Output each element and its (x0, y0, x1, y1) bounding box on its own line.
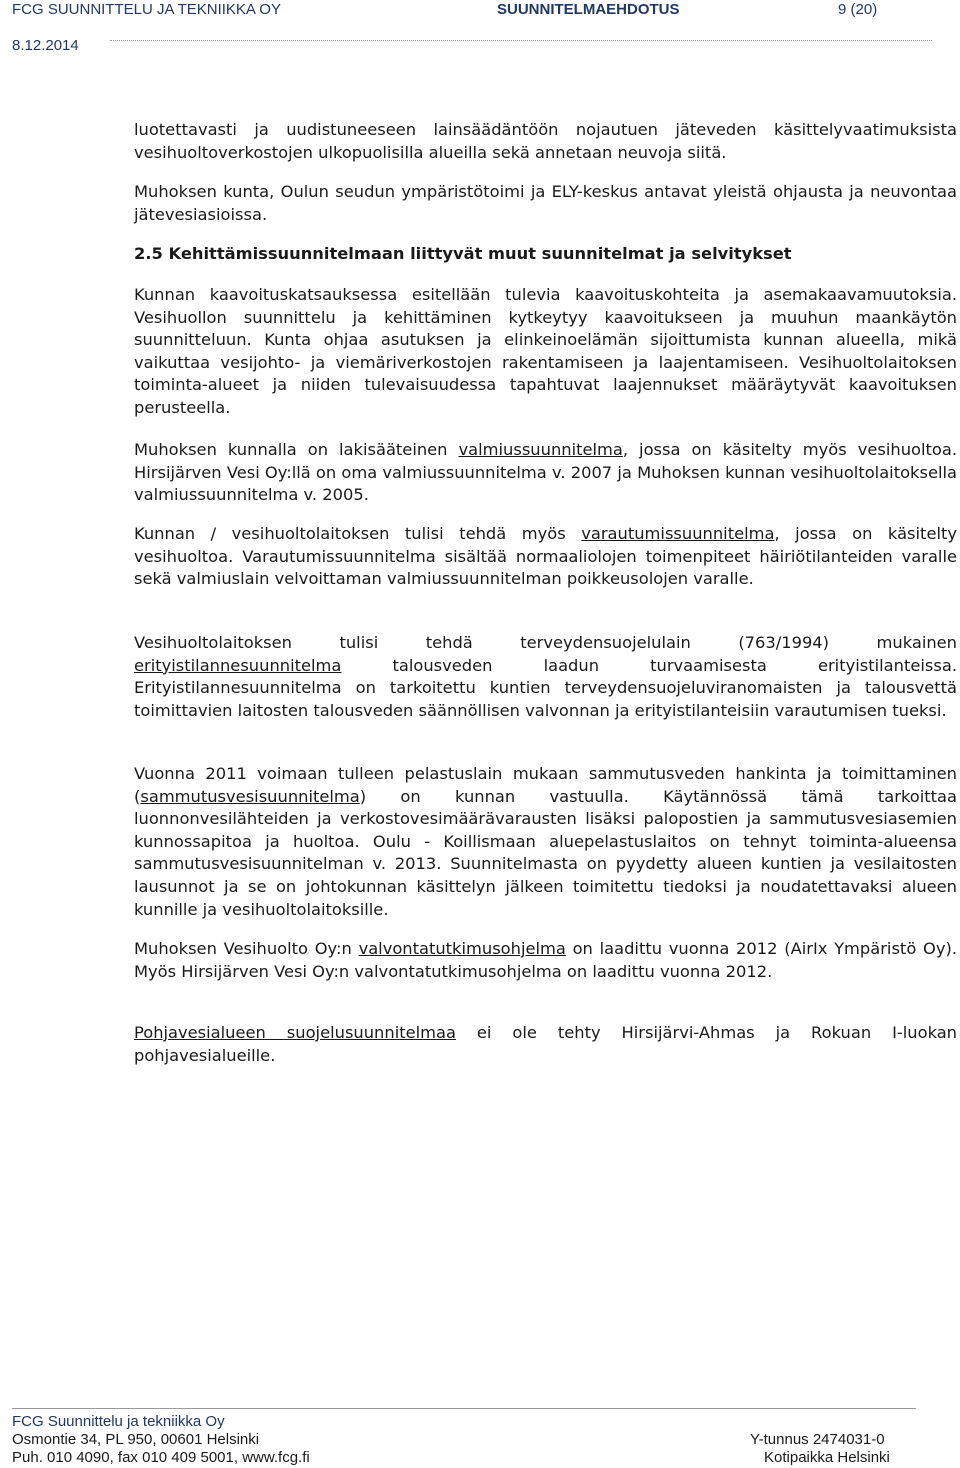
link-valvontatutkimusohjelma[interactable]: valvontatutkimusohjelma (358, 939, 566, 958)
footer-company: FCG Suunnittelu ja tekniikka Oy (12, 1413, 225, 1430)
paragraph-5 (134, 523, 957, 591)
footer-business-id: Y-tunnus 2474031-0 (750, 1431, 885, 1448)
link-pohjavesialueen-suojelusuunnitelma[interactable]: Pohjavesialueen suojelusuunnitelmaa (134, 1023, 456, 1042)
header-page-number: 9 (20) (838, 1, 878, 18)
paragraph-2-text: Muhoksen kunta, Oulun seudun ympäristötoimi ja ELY-keskus antavat yleistä ohjausta ja neuvontaa jätevesiasioissa. (134, 182, 957, 224)
paragraph-2 (134, 181, 957, 226)
header-date: 8.12.2014 (12, 37, 79, 54)
footer-rule (12, 1408, 916, 1409)
link-erityistilannesuunnitelma[interactable]: erityistilannesuunnitelma (134, 655, 342, 675)
paragraph-3 (134, 284, 957, 420)
link-varautumissuunnitelma[interactable]: varautumissuunnitelma (581, 524, 775, 543)
paragraph-3-text: Kunnan kaavoituskatsauksessa esitellään tulevia kaavoituskohteita ja asemakaavamuutoksia. Vesihuollon suunnittelu ja kehittäminen kytkeytyy kaavoitukseen ja muuhun maankäytön suunnitteluun. Kunta ohjaa asutuksen ja elinkeinoelämän sijoittumista kunnan alueella, mikä vaikuttaa vesijohto- ja viemäriverkostojen rakentamiseen ja laajentamiseen. Vesihuoltolaitoksen toiminta-alueet ja niiden tulevaisuudessa tapahtuvat laajennukset määräytyvät kaavoituksen perusteella. (134, 285, 957, 417)
footer-domicile: Kotipaikka Helsinki (764, 1449, 890, 1466)
section-heading: 2.5 Kehittämissuunnitelmaan liittyvät muut suunnitelmat ja selvitykset (134, 244, 792, 263)
header-company: FCG SUUNNITTELU JA TEKNIIKKA OY (12, 1, 281, 18)
footer-address: Osmontie 34, PL 950, 00601 Helsinki (12, 1431, 260, 1448)
paragraph-5-rest: , jossa on käsitelty vesihuoltoa. Varautumissuunnitelma sisältää normaaliolojen toimenpiteet häiriötilanteiden varalle sekä valmiuslain velvoittaman valmiussuunnitelman poikkeusolojen varalle. (134, 524, 958, 589)
paragraph-7-text (134, 763, 957, 921)
paragraph-4-rest: , jossa on käsitelty myös vesihuoltoa. Hirsijärven Vesi Oy:llä on oma valmiussuunnitelma v. 2007 ja Muhoksen kunnan vesihuoltolaitoksella valmiussuunnitelma v. 2005. (134, 440, 957, 505)
paragraph-6-text (134, 632, 957, 722)
paragraph-8 (134, 938, 957, 983)
paragraph-5-text (134, 523, 957, 591)
paragraph-6 (134, 632, 957, 722)
paragraph-7 (134, 763, 957, 921)
paragraph-4-lead: Muhoksen kunnalla on lakisääteinen (134, 440, 459, 459)
paragraph-9-rest: ei ole tehty Hirsijärvi-Ahmas ja Rokuan I-luokan pohjavesialueille. (134, 1023, 958, 1065)
footer-phone: Puh. 010 4090, fax 010 409 5001, www.fcg.fi (12, 1449, 310, 1466)
paragraph-9-text (134, 1022, 957, 1067)
header-doc-type: SUUNNITELMAEHDOTUS (497, 1, 680, 18)
paragraph-8-lead: Muhoksen Vesihuolto Oy:n (134, 939, 359, 958)
paragraph-1 (134, 119, 957, 164)
paragraph-5-lead: Kunnan / vesihuoltolaitoksen tulisi tehdä myös (134, 524, 582, 543)
paragraph-1-text: luotettavasti ja uudistuneeseen lainsäädäntöön nojautuen jäteveden käsittelyvaatimuksista vesihuoltoverkostojen ulkopuolisilla alueilla sekä annetaan neuvoja siitä. (134, 120, 957, 162)
paragraph-7-lead: Vuonna 2011 voimaan tulleen pelastuslain mukaan sammutusveden hankinta ja toimittaminen ( (134, 764, 957, 806)
paragraph-8-text (134, 938, 957, 983)
paragraph-4 (134, 439, 957, 507)
paragraph-4-text (134, 439, 957, 507)
link-valmiussuunnitelma[interactable]: valmiussuunnitelma (458, 440, 623, 459)
link-sammutusvesisuunnitelma[interactable]: sammutusvesisuunnitelma (140, 786, 360, 806)
paragraph-9 (134, 1022, 957, 1067)
paragraph-8-rest: on laadittu vuonna 2012 (AirIx Ympäristö Oy). Myös Hirsijärven Vesi Oy:n valvontatutkimusohjelma on laadittu vuonna 2012. (134, 939, 957, 981)
paragraph-6-lead: Vesihuoltolaitoksen tulisi tehdä terveydensuojelulain (763/1994) mukainen (134, 633, 957, 652)
paragraph-6-rest: talousveden laadun turvaamisesta erityistilanteissa. Erityistilannesuunnitelma on tarkoitettu kuntien terveydensuojeluviranomaisten ja talousvettä toimittavien laitosten talousveden säännöllisen valvonnan ja erityistilanteisiin varautumisen tueksi. (134, 655, 957, 720)
header-rule (110, 40, 932, 41)
paragraph-7-rest: ) on kunnan vastuulla. Käytännössä tämä tarkoittaa luonnonvesilähteiden ja verkostovesimäärävarausten lisäksi palopostien ja sammutusvesiasemien kunnossapitoa ja huoltoa. Oulu - Koillismaan aluepelastuslaitos on tehnyt toiminta-alueensa sammutusvesisuunnitelman v. 2013. Suunnitelmasta on pyydetty alueen kuntien ja vesilaitosten lausunnot ja se on johtokunnan käsittelyn jälkeen toimitettu tiedoksi ja noudatettavaksi alueen kunnille ja vesihuoltolaitoksille. (134, 786, 957, 919)
